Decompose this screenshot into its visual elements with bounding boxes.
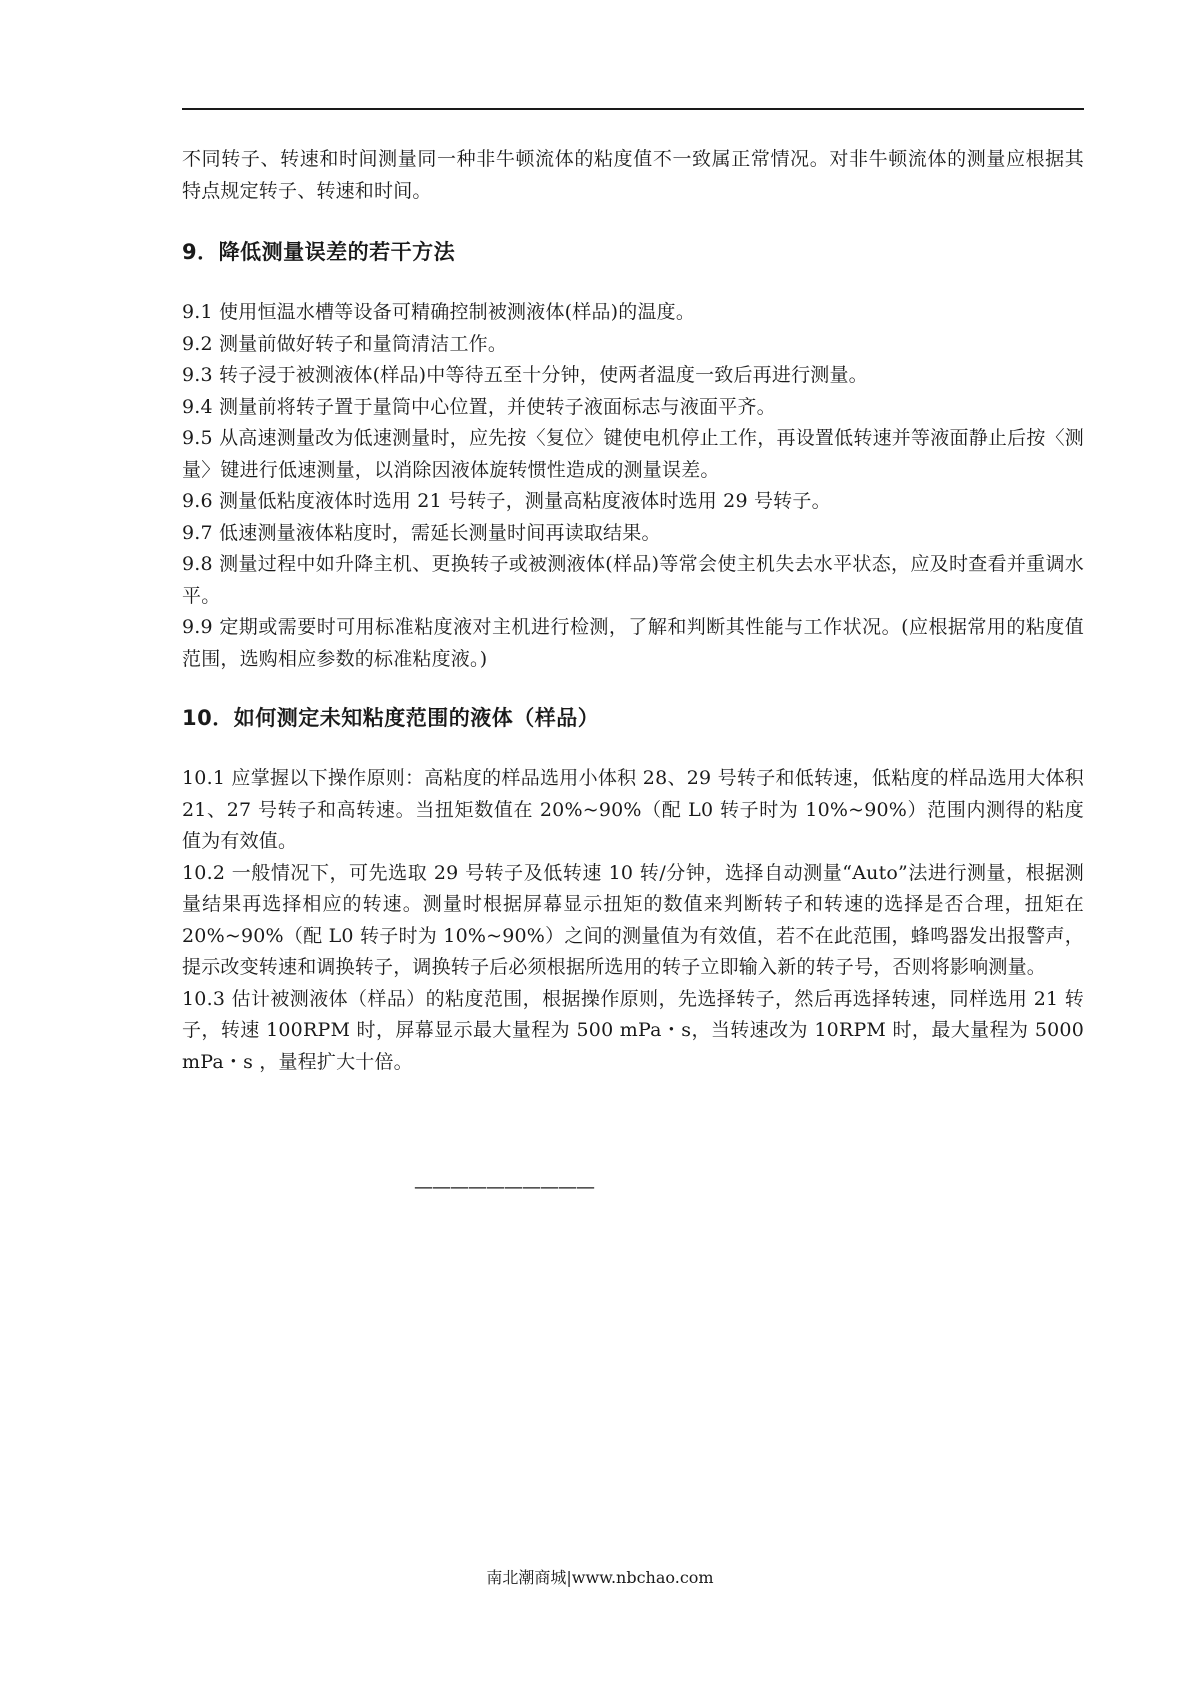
section-9-item-1: 9.1 使用恒温水槽等设备可精确控制被测液体(样品)的温度。 — [182, 301, 696, 323]
section-9-item-6: 9.6 测量低粘度液体时选用 21 号转子，测量高粘度液体时选用 29 号转子。 — [182, 490, 831, 512]
section-9-item-9: 9.9 定期或需要时可用标准粘度液对主机进行检测，了解和判断其性能与工作状况。(应根据常用的粘度值范围，选购相应参数的标准粘度液。) — [182, 616, 1084, 670]
section-9-item-2: 9.2 测量前做好转子和量筒清洁工作。 — [182, 332, 508, 355]
document-body — [182, 144, 1084, 1078]
section-9-item-3: 9.3 转子浸于被测液体(样品)中等待五至十分钟，使两者温度一致后再进行测量。 — [182, 364, 868, 386]
section-9-list — [182, 297, 1084, 675]
section-10-item-2: 10.2 一般情况下，可先选取 29 号转子及低转速 10 转/分钟，选择自动测量“Auto”法进行测量，根据测量结果再选择相应的转速。测量时根据屏幕显示扭矩的数值来判断转子和转速的选择是否合理，扭矩在 20%~90%（配 L0 转子时为 10%~90%）之间的测量值为有效值，若不在此范围，蜂鸣器发出报警声，提示改变转速和调换转子，调换转子后必须根据所选用的转子立即输入新的转子号，否则将影响测量。 — [182, 861, 1084, 978]
section-9-item-5: 9.5 从高速测量改为低速测量时，应先按〈复位〉键使电机停止工作，再设置低转速并等液面静止后按〈测量〉键进行低速测量，以消除因液体旋转惯性造成的测量误差。 — [182, 427, 1084, 481]
section-9-heading: 9．降低测量误差的若干方法 — [182, 240, 456, 264]
end-of-text-mark: —————————— — [414, 1176, 594, 1198]
section-9-item-7: 9.7 低速测量液体粘度时，需延长测量时间再读取结果。 — [182, 521, 661, 544]
page-footer: 南北潮商城|www.nbchao.com — [486, 1568, 714, 1587]
section-10-list — [182, 763, 1084, 1078]
section-10-item-3: 10.3 估计被测液体（样品）的粘度范围，根据操作原则，先选择转子，然后再选择转速，同样选用 21 转子，转速 100RPM 时，屏幕显示最大量程为 500 mPa・s，当转速改为 10RPM 时，最大量程为 5000 mPa・s ，量程扩大十倍。 — [182, 987, 1084, 1073]
section-9-item-8: 9.8 测量过程中如升降主机、更换转子或被测液体(样品)等常会使主机失去水平状态，应及时查看并重调水平。 — [182, 553, 1084, 607]
intro-paragraph: 不同转子、转速和时间测量同一种非牛顿流体的粘度值不一致属正常情况。对非牛顿流体的测量应根据其特点规定转子、转速和时间。 — [182, 148, 1084, 202]
section-9-item-4: 9.4 测量前将转子置于量筒中心位置，并使转子液面标志与液面平齐。 — [182, 395, 776, 418]
header-rule — [182, 108, 1084, 110]
section-10-heading: 10．如何测定未知粘度范围的液体（样品） — [182, 706, 600, 730]
section-10-item-1: 10.1 应掌握以下操作原则：高粘度的样品选用小体积 28、29 号转子和低转速，低粘度的样品选用大体积 21、27 号转子和高转速。当扭矩数值在 20%~90%（配 L0 转子时为 10%~90%）范围内测得的粘度值为有效值。 — [182, 767, 1084, 852]
